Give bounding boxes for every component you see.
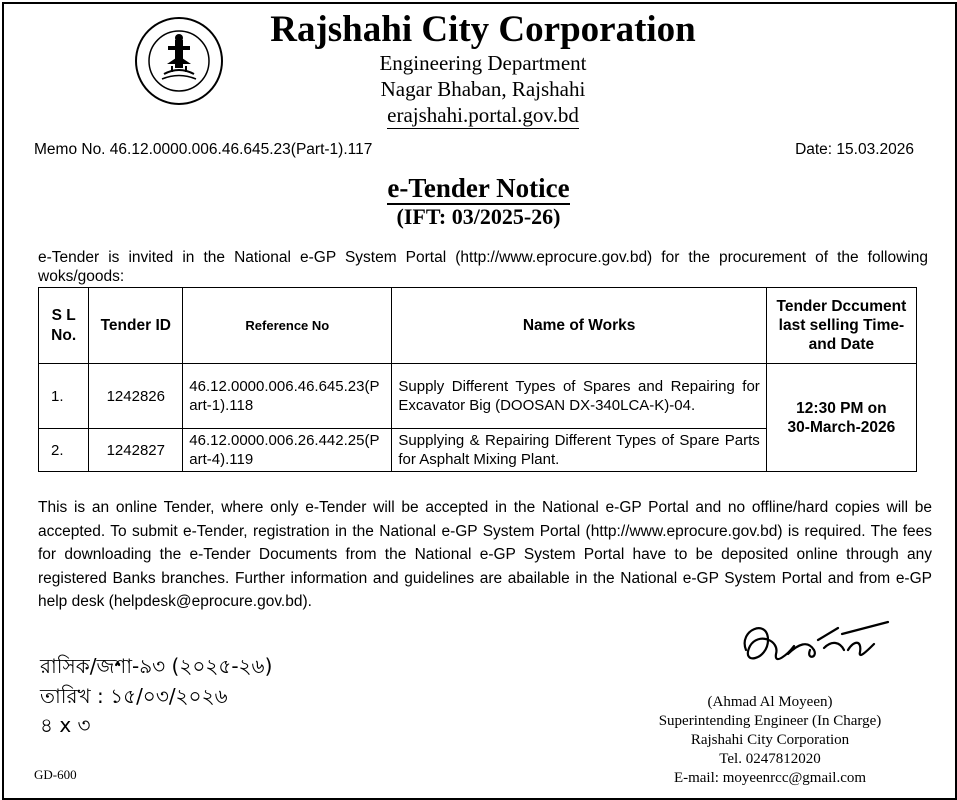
row-tender-id: 1242827 bbox=[89, 429, 183, 472]
website[interactable] bbox=[258, 102, 708, 128]
notice-ift: (IFT: 03/2025-26) bbox=[396, 204, 561, 229]
row-sl: 1. bbox=[39, 364, 89, 429]
address: Nagar Bhaban, Rajshahi bbox=[380, 77, 586, 101]
signatory-name: (Ahmad Al Moyeen) bbox=[707, 694, 833, 710]
tender-instructions: This is an online Tender, where only e-Tender will be accepted in the National e-GP Portal and no offline/hard copies will be accepted. To submit e-Tender, registration in the National e-GP System Portal (http://www.eprocure.gov.bd) is required. The fees for downloading the e-Tender Documents from the National e-GP System Portal have to be deposited online through any registered Banks branches. Further information and guidelines are abailable in the National e-GP System Portal and from e-GP help desk (helpdesk@eprocure.gov.bd). bbox=[38, 499, 932, 610]
signatory-title: Superintending Engineer (In Charge) bbox=[658, 713, 882, 729]
header-name-of-works: Name of Works bbox=[392, 288, 766, 364]
signatory-tel: Tel. 0247812020 bbox=[719, 751, 821, 767]
signatory-block bbox=[620, 693, 920, 788]
memo-number: Memo No. 46.12.0000.006.46.645.23(Part-1).117 bbox=[34, 141, 373, 158]
bengali-date: তারিখ : ১৫/০৩/২০২৬ bbox=[40, 684, 228, 708]
last-selling-date: 30-March-2026 bbox=[787, 418, 896, 436]
bengali-copies: ৪ x ৩ bbox=[40, 713, 91, 737]
memo-date: Date: 15.03.2026 bbox=[795, 141, 914, 158]
row-name-of-works: Supply Different Types of Spares and Repairing for Excavator Big (DOOSAN DX-340LCA-K)-04. bbox=[392, 364, 766, 429]
last-selling-time: 12:30 PM on bbox=[796, 399, 887, 417]
row-sl: 2. bbox=[39, 429, 89, 472]
header-last-selling: Tender Dccument last selling Time- and Date bbox=[766, 288, 916, 364]
website-link[interactable]: erajshahi.portal.gov.bd bbox=[387, 103, 579, 127]
form-code: GD-600 bbox=[34, 767, 77, 782]
table-header-row bbox=[39, 288, 917, 364]
signatory-email: E-mail: moyeenrcc@gmail.com bbox=[673, 770, 867, 786]
tender-table bbox=[38, 287, 917, 472]
handwritten-signature bbox=[728, 610, 898, 686]
header-tender-id: Tender ID bbox=[89, 288, 183, 364]
row-tender-id: 1242826 bbox=[89, 364, 183, 429]
notice-title bbox=[0, 172, 957, 204]
table-row bbox=[39, 364, 917, 429]
org-name: Rajshahi City Corporation bbox=[270, 9, 696, 50]
row-reference: 46.12.0000.006.46.645.23(Part-1).118 bbox=[183, 364, 392, 429]
header-sl: S L No. bbox=[39, 288, 89, 364]
bengali-memo-ref: রাসিক/জশা-৯৩ (২০২৫-২৬) bbox=[40, 654, 273, 678]
last-selling-date-cell bbox=[766, 364, 916, 472]
signatory-org: Rajshahi City Corporation bbox=[690, 732, 850, 748]
header-reference: Reference No bbox=[183, 288, 392, 364]
rcc-seal-logo bbox=[134, 16, 224, 106]
department: Engineering Department bbox=[379, 51, 587, 75]
row-name-of-works: Supplying & Repairing Different Types of Spare Parts for Asphalt Mixing Plant. bbox=[392, 429, 766, 472]
row-reference: 46.12.0000.006.26.442.25(Part-4).119 bbox=[183, 429, 392, 472]
intro-paragraph: e-Tender is invited in the National e-GP System Portal (http://www.eprocure.gov.bd) for the procurement of the following woks/goods: bbox=[38, 249, 928, 285]
notice-title-text: e-Tender Notice bbox=[387, 173, 570, 203]
